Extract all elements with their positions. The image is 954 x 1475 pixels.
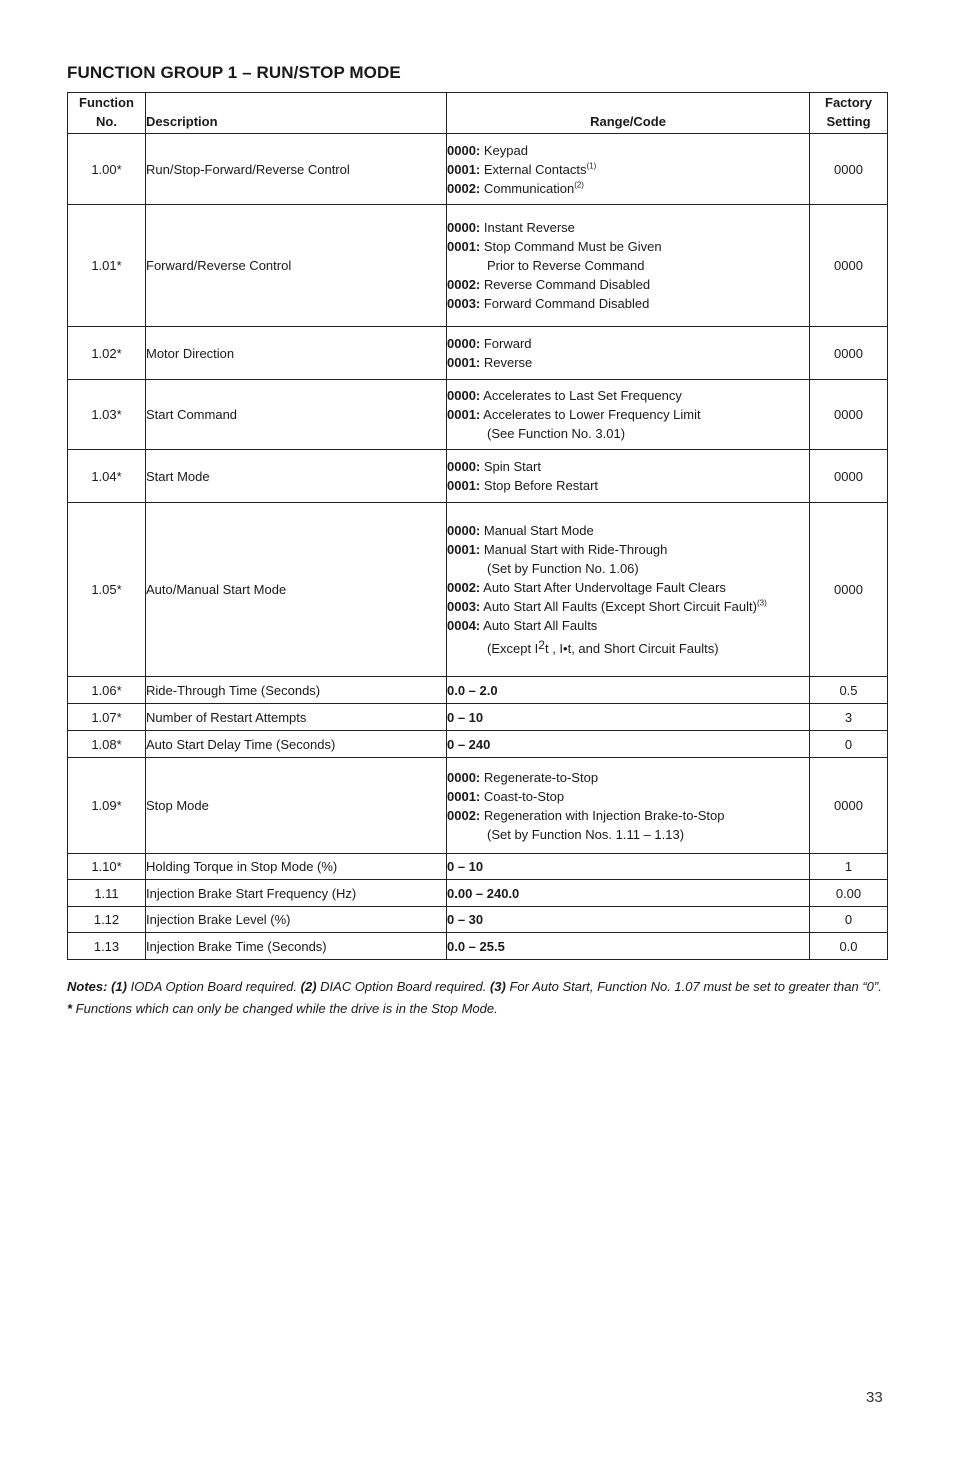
range-code-cell xyxy=(447,704,810,731)
table-row xyxy=(68,134,888,205)
notes-line-2: * Functions which can only be changed while the drive is in the Stop Mode. xyxy=(67,1001,498,1016)
header-function-no: Function No. xyxy=(68,93,146,134)
range-line: 0001: Manual Start with Ride-Through xyxy=(447,542,668,557)
table-row xyxy=(68,933,888,960)
function-no-cell: 1.03* xyxy=(68,380,146,450)
table-row xyxy=(68,380,888,450)
range-code-cell xyxy=(447,907,810,933)
range-line: Prior to Reverse Command xyxy=(487,258,645,273)
function-no-cell: 1.04* xyxy=(68,450,146,503)
range-code-cell xyxy=(447,758,810,854)
description-cell: Motor Direction xyxy=(146,327,447,380)
description-cell: Forward/Reverse Control xyxy=(146,205,447,327)
function-no-cell: 1.05* xyxy=(68,503,146,677)
description-cell: Auto/Manual Start Mode xyxy=(146,503,447,677)
description-cell: Start Mode xyxy=(146,450,447,503)
function-no-cell: 1.13 xyxy=(68,933,146,960)
page-number: 33 xyxy=(866,1389,883,1406)
description-cell: Injection Brake Time (Seconds) xyxy=(146,933,447,960)
range-line: 0004: Auto Start All Faults xyxy=(447,618,598,633)
factory-setting-cell: 0000 xyxy=(810,205,888,327)
range-line: 0001: Stop Before Restart xyxy=(447,478,599,493)
function-table xyxy=(67,92,888,960)
factory-setting-cell: 0000 xyxy=(810,450,888,503)
range-code-cell xyxy=(447,854,810,880)
function-no-cell: 1.12 xyxy=(68,907,146,933)
range-line: 0000: Spin Start xyxy=(447,459,541,474)
range-code-cell xyxy=(447,503,810,677)
header-factory-setting: Factory Setting xyxy=(810,93,888,134)
factory-setting-cell: 1 xyxy=(810,854,888,880)
table-row xyxy=(68,907,888,933)
range-line: 0001: Stop Command Must be Given xyxy=(447,239,662,254)
description-cell: Injection Brake Start Frequency (Hz) xyxy=(146,880,447,907)
range-code-cell xyxy=(447,450,810,503)
table-row xyxy=(68,758,888,854)
factory-setting-cell: 0 xyxy=(810,731,888,758)
description-cell: Auto Start Delay Time (Seconds) xyxy=(146,731,447,758)
range-line: 0000: Manual Start Mode xyxy=(447,523,594,538)
range-line: 0003: Forward Command Disabled xyxy=(447,296,650,311)
range-line: 0000: Accelerates to Last Set Frequency xyxy=(447,388,682,403)
description-cell: Number of Restart Attempts xyxy=(146,704,447,731)
range-line: (See Function No. 3.01) xyxy=(487,426,626,441)
factory-setting-cell: 0000 xyxy=(810,134,888,205)
factory-setting-cell: 0.5 xyxy=(810,677,888,704)
function-no-cell: 1.11 xyxy=(68,880,146,907)
range-code-cell xyxy=(447,327,810,380)
page-title: FUNCTION GROUP 1 – RUN/STOP MODE xyxy=(67,63,401,82)
factory-setting-cell: 0.0 xyxy=(810,933,888,960)
description-cell: Holding Torque in Stop Mode (%) xyxy=(146,854,447,880)
range-line: (Except I2t , I•t, and Short Circuit Faults) xyxy=(487,638,719,656)
function-no-cell: 1.01* xyxy=(68,205,146,327)
range-code-cell xyxy=(447,677,810,704)
table-row xyxy=(68,450,888,503)
header-description: Description xyxy=(146,93,447,134)
range-line: 0000: Forward xyxy=(447,336,532,351)
description-cell: Ride-Through Time (Seconds) xyxy=(146,677,447,704)
table-header-row xyxy=(68,93,888,134)
range-line: 0000: Keypad xyxy=(447,142,528,158)
range-line: 0002: Regeneration with Injection Brake-to-Stop xyxy=(447,807,725,823)
range-line: 0001: Accelerates to Lower Frequency Limit xyxy=(447,407,701,422)
factory-setting-cell: 0000 xyxy=(810,758,888,854)
range-line: 0003: Auto Start All Faults (Except Short Circuit Fault)$^{(3)}$ xyxy=(447,598,767,614)
range-value: 0.0 – 2.0 xyxy=(447,682,498,698)
range-value: 0 – 240 xyxy=(447,736,491,752)
range-code-cell xyxy=(447,880,810,907)
function-no-cell: 1.07* xyxy=(68,704,146,731)
function-no-cell: 1.10* xyxy=(68,854,146,880)
range-line: 0002: Auto Start After Undervoltage Fault Clears xyxy=(447,580,726,595)
range-line: 0000: Regenerate-to-Stop xyxy=(447,769,599,785)
function-no-cell: 1.02* xyxy=(68,327,146,380)
factory-setting-cell: 0000 xyxy=(810,503,888,677)
function-no-cell: 1.09* xyxy=(68,758,146,854)
range-line: (Set by Function Nos. 1.11 – 1.13) xyxy=(487,826,685,842)
table-row xyxy=(68,731,888,758)
range-value: 0.0 – 25.5 xyxy=(447,938,505,954)
factory-setting-cell: 0000 xyxy=(810,380,888,450)
range-value: 0.00 – 240.0 xyxy=(447,885,520,901)
factory-setting-cell: 0.00 xyxy=(810,880,888,907)
table-row xyxy=(68,704,888,731)
range-line: 0002: Reverse Command Disabled xyxy=(447,277,651,292)
description-cell: Start Command xyxy=(146,380,447,450)
function-no-cell: 1.06* xyxy=(68,677,146,704)
range-code-cell xyxy=(447,933,810,960)
table-row xyxy=(68,327,888,380)
table-row xyxy=(68,205,888,327)
range-line: 0002: Communication$^{(2)}$ xyxy=(447,180,584,196)
range-code-cell xyxy=(447,134,810,205)
range-code-cell xyxy=(447,205,810,327)
range-value: 0 – 10 xyxy=(447,709,484,725)
description-cell: Run/Stop-Forward/Reverse Control xyxy=(146,134,447,205)
factory-setting-cell: 0000 xyxy=(810,327,888,380)
table-row xyxy=(68,854,888,880)
notes-line-1: Notes: (1) IODA Option Board required. (2) DIAC Option Board required. (3) For Auto Start, Function No. 1.07 must be set to greater than “0”. xyxy=(67,979,882,994)
description-cell: Injection Brake Level (%) xyxy=(146,907,447,933)
function-no-cell: 1.08* xyxy=(68,731,146,758)
table-row xyxy=(68,677,888,704)
table-row xyxy=(68,503,888,677)
header-range-code: Range/Code xyxy=(447,93,810,134)
description-cell: Stop Mode xyxy=(146,758,447,854)
range-line: 0001: External Contacts$^{(1)}$ xyxy=(447,161,597,177)
range-code-cell xyxy=(447,731,810,758)
range-value: 0 – 10 xyxy=(447,859,484,874)
range-line: 0000: Instant Reverse xyxy=(447,220,575,235)
range-line: 0001: Coast-to-Stop xyxy=(447,788,565,804)
factory-setting-cell: 3 xyxy=(810,704,888,731)
range-line: 0001: Reverse xyxy=(447,355,533,370)
factory-setting-cell: 0 xyxy=(810,907,888,933)
range-code-cell xyxy=(447,380,810,450)
range-value: 0 – 30 xyxy=(447,912,484,927)
range-line: (Set by Function No. 1.06) xyxy=(487,561,639,576)
notes xyxy=(67,976,897,1020)
function-no-cell: 1.00* xyxy=(68,134,146,205)
table-row xyxy=(68,880,888,907)
